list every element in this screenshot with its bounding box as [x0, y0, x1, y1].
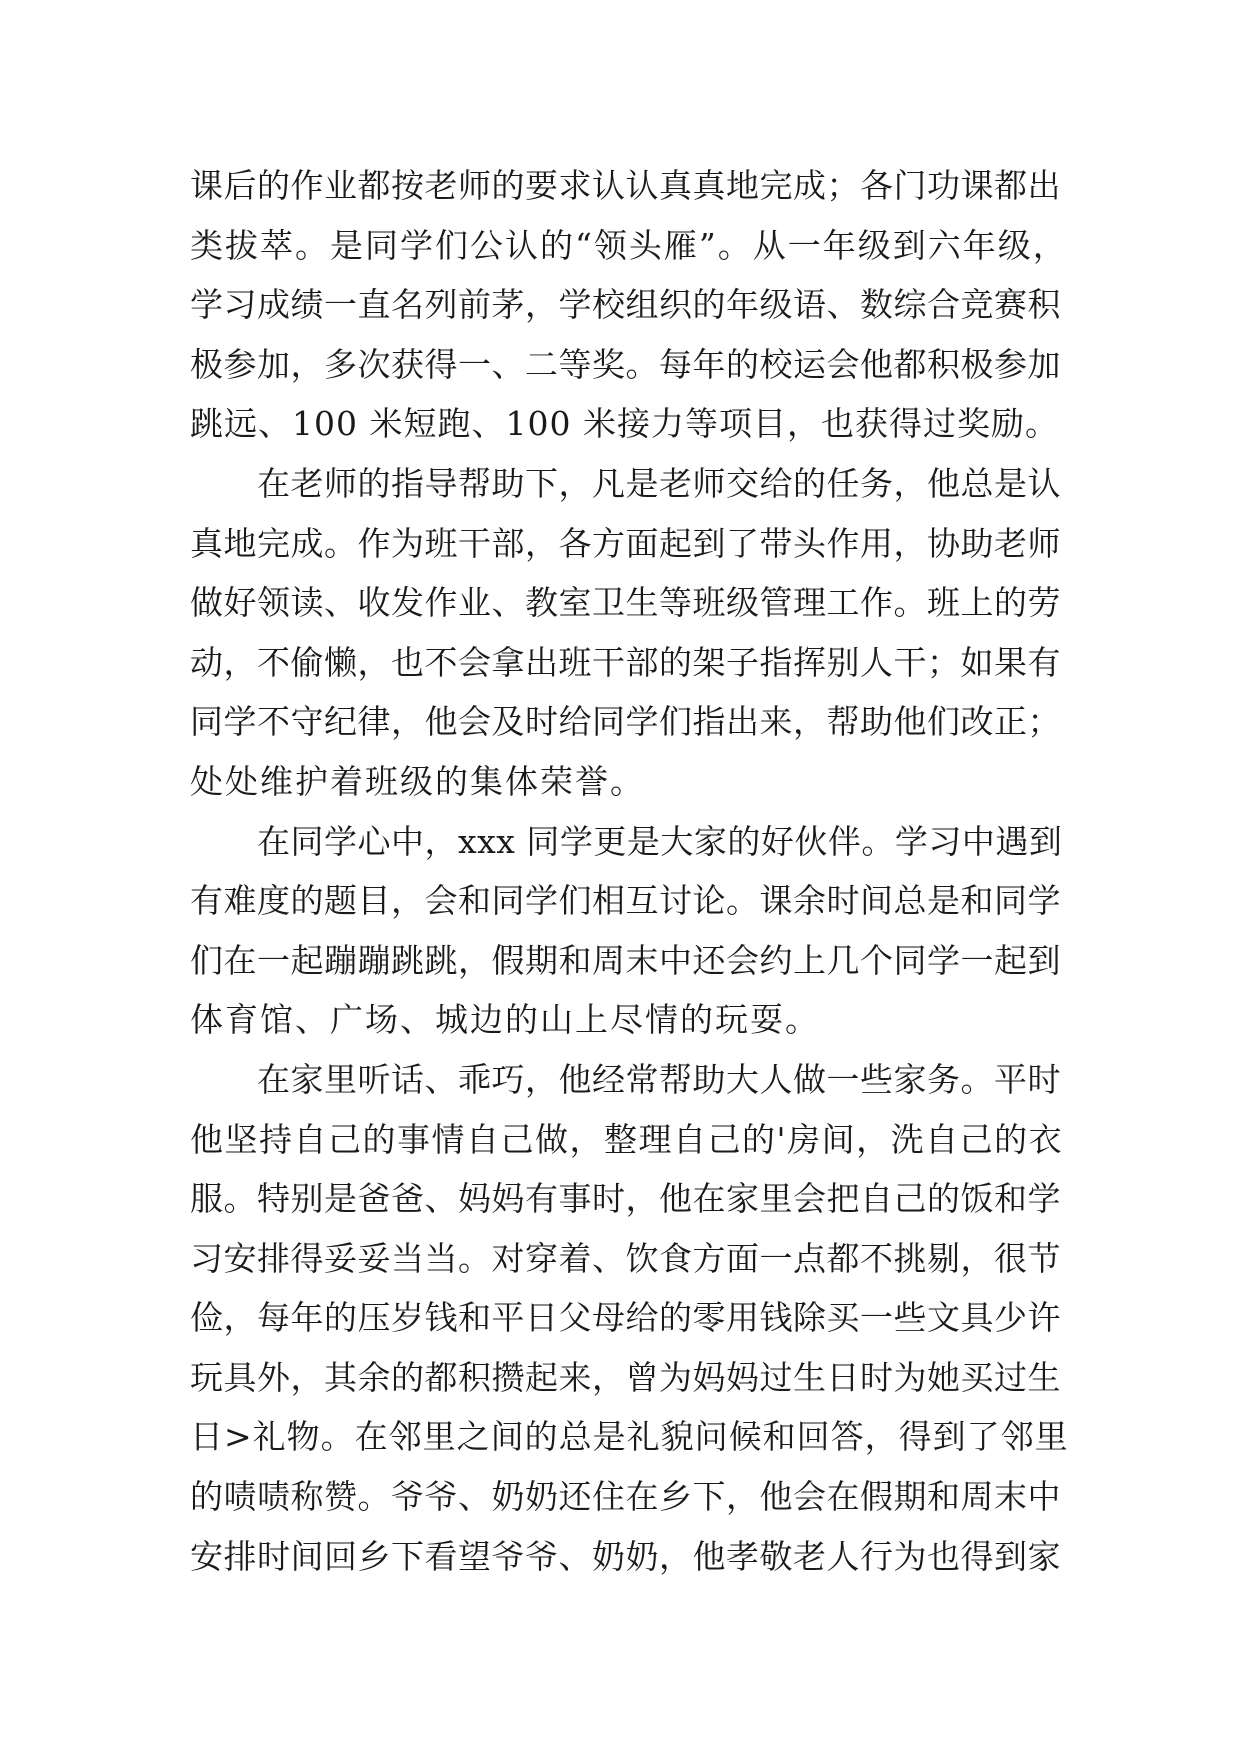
text-line: 在同学心中，xxx 同学更是大家的好伙伴。学习中遇到	[257, 821, 1063, 861]
text-line: 服。特别是爸爸、妈妈有事时，他在家里会把自己的饭和学	[190, 1179, 1061, 1219]
text-line: 有难度的题目，会和同学们相互讨论。课余时间总是和同学	[190, 881, 1061, 921]
text-line: 安排时间回乡下看望爷爷、奶奶，他孝敬老人行为也得到家	[190, 1536, 1061, 1576]
text-line: 体育馆、广场、城边的山上尽情的玩耍。	[190, 1000, 820, 1040]
paragraph-3	[190, 812, 1070, 1050]
text-line: 们在一起蹦蹦跳跳，假期和周末中还会约上几个同学一起到	[190, 940, 1061, 980]
text-line: 在老师的指导帮助下，凡是老师交给的任务，他总是认	[257, 463, 1061, 503]
text-line: 跳远、100 米短跑、100 米接力等项目，也获得过奖励。	[190, 404, 1059, 444]
text-line: 极参加，多次获得一、二等奖。每年的校运会他都积极参加	[190, 344, 1061, 384]
text-line: 俭，每年的压岁钱和平日父母给的零用钱除买一些文具少许	[190, 1298, 1061, 1338]
text-line: 动，不偷懒，也不会拿出班干部的架子指挥别人干；如果有	[190, 642, 1061, 682]
text-line: 的啧啧称赞。爷爷、奶奶还住在乡下，他会在假期和周末中	[190, 1477, 1061, 1517]
document-body	[190, 156, 1070, 1586]
text-line: 做好领读、收发作业、教室卫生等班级管理工作。班上的劳	[190, 583, 1061, 623]
paragraph-4	[190, 1050, 1070, 1586]
text-line: 同学不守纪律，他会及时给同学们指出来，帮助他们改正；	[190, 702, 1061, 742]
text-line: 玩具外，其余的都积攒起来，曾为妈妈过生日时为她买过生	[190, 1357, 1061, 1397]
text-line: 学习成绩一直名列前茅，学校组织的年级语、数综合竞赛积	[190, 285, 1061, 325]
text-line: 类拔萃。是同学们公认的“领头雁”。从一年级到六年级，	[190, 225, 1068, 265]
paragraph-2	[190, 454, 1070, 812]
text-line: 在家里听话、乖巧，他经常帮助大人做一些家务。平时	[257, 1059, 1061, 1099]
text-line: 处处维护着班级的集体荣誉。	[190, 761, 645, 801]
text-line: 真地完成。作为班干部，各方面起到了带头作用，协助老师	[190, 523, 1061, 563]
paragraph-1	[190, 156, 1070, 454]
text-line: 他坚持自己的事情自己做，整理自己的'房间，洗自己的衣	[190, 1119, 1064, 1159]
text-line: 日>礼物。在邻里之间的总是礼貌问候和回答，得到了邻里	[190, 1417, 1069, 1457]
text-line: 课后的作业都按老师的要求认认真真地完成；各门功课都出	[190, 166, 1061, 205]
text-line: 习安排得妥妥当当。对穿着、饮食方面一点都不挑剔，很节	[190, 1238, 1061, 1278]
